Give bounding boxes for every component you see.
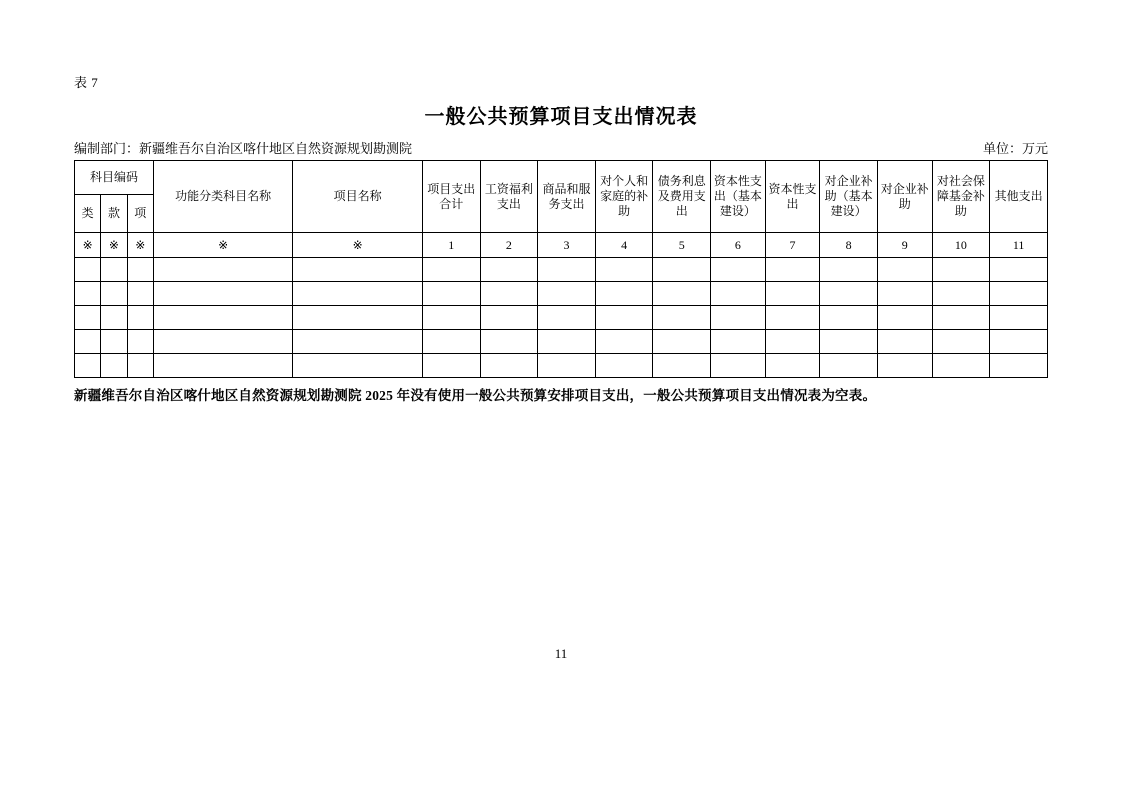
- table-cell: [653, 282, 711, 306]
- header-goods-services: 商品和服务支出: [538, 161, 596, 233]
- cell-num-1: ※: [101, 233, 127, 258]
- header-code-section: 款: [101, 195, 127, 233]
- header-functional-category: 功能分类科目名称: [153, 161, 293, 233]
- cell-num-3: ※: [153, 233, 293, 258]
- table-cell: [820, 330, 878, 354]
- table-cell: [480, 258, 538, 282]
- table-label: 表 7: [74, 75, 99, 90]
- table-cell: [538, 306, 596, 330]
- table-cell: [75, 330, 101, 354]
- table-cell: [101, 306, 127, 330]
- cell-num-13: 9: [877, 233, 932, 258]
- cell-num-11: 7: [765, 233, 820, 258]
- table-cell: [538, 354, 596, 378]
- table-cell: [422, 306, 480, 330]
- table-cell: [653, 306, 711, 330]
- table-cell: [422, 354, 480, 378]
- header-capital-expenditure: 资本性支出: [765, 161, 820, 233]
- table-cell: [293, 330, 422, 354]
- table-cell: [75, 282, 101, 306]
- table-cell: [820, 354, 878, 378]
- table-cell: [711, 258, 766, 282]
- table-cell: [877, 306, 932, 330]
- table-cell: [711, 306, 766, 330]
- table-cell: [127, 258, 153, 282]
- table-cell: [765, 306, 820, 330]
- table-cell: [653, 258, 711, 282]
- cell-num-6: 2: [480, 233, 538, 258]
- table-row: [75, 354, 1048, 378]
- header-capital-basic-construction: 资本性支出（基本建设）: [711, 161, 766, 233]
- table-cell: [480, 306, 538, 330]
- table-cell: [480, 330, 538, 354]
- table-cell: [820, 258, 878, 282]
- table-cell: [101, 258, 127, 282]
- table-cell: [153, 258, 293, 282]
- table-cell: [127, 306, 153, 330]
- table-row: [75, 258, 1048, 282]
- table-cell: [990, 282, 1048, 306]
- table-cell: [101, 282, 127, 306]
- table-cell: [538, 282, 596, 306]
- table-cell: [293, 258, 422, 282]
- header-code-item: 项: [127, 195, 153, 233]
- table-cell: [595, 306, 653, 330]
- table-cell: [75, 354, 101, 378]
- cell-num-4: ※: [293, 233, 422, 258]
- budget-table: [74, 160, 1048, 378]
- table-cell: [653, 330, 711, 354]
- table-cell: [101, 354, 127, 378]
- cell-num-7: 3: [538, 233, 596, 258]
- table-cell: [932, 354, 990, 378]
- table-cell: [293, 306, 422, 330]
- cell-num-10: 6: [711, 233, 766, 258]
- table-cell: [820, 306, 878, 330]
- table-cell: [595, 330, 653, 354]
- table-cell: [932, 330, 990, 354]
- table-cell: [595, 354, 653, 378]
- table-cell: [293, 282, 422, 306]
- table-cell: [765, 282, 820, 306]
- table-cell: [877, 330, 932, 354]
- table-cell: [990, 354, 1048, 378]
- cell-num-8: 4: [595, 233, 653, 258]
- table-row: [75, 330, 1048, 354]
- header-social-security-subsidy: 对社会保障基金补助: [932, 161, 990, 233]
- table-cell: [422, 258, 480, 282]
- header-code-group: 科目编码: [75, 161, 154, 195]
- table-cell: [653, 354, 711, 378]
- table-header-row-top: [75, 161, 1048, 195]
- header-debt-interest: 债务利息及费用支出: [653, 161, 711, 233]
- table-cell: [127, 282, 153, 306]
- header-salary-benefits: 工资福利支出: [480, 161, 538, 233]
- table-cell: [75, 306, 101, 330]
- table-cell: [820, 282, 878, 306]
- table-cell: [127, 330, 153, 354]
- header-code-class: 类: [75, 195, 101, 233]
- table-cell: [877, 258, 932, 282]
- table-cell: [765, 330, 820, 354]
- table-cell: [932, 282, 990, 306]
- table-cell: [538, 330, 596, 354]
- table-cell: [765, 354, 820, 378]
- unit-line: 单位：万元: [982, 141, 1048, 156]
- table-cell: [153, 306, 293, 330]
- header-project-name: 项目名称: [293, 161, 422, 233]
- cell-num-12: 8: [820, 233, 878, 258]
- table-row-numbering: [75, 233, 1048, 258]
- header-enterprise-subsidy-basic: 对企业补助（基本建设）: [820, 161, 878, 233]
- table-cell: [711, 282, 766, 306]
- table-cell: [595, 282, 653, 306]
- table-cell: [595, 258, 653, 282]
- header-individual-family-subsidy: 对个人和家庭的补助: [595, 161, 653, 233]
- table-row: [75, 306, 1048, 330]
- table-cell: [877, 354, 932, 378]
- table-cell: [480, 354, 538, 378]
- table-cell: [990, 330, 1048, 354]
- table-cell: [765, 258, 820, 282]
- table-cell: [932, 258, 990, 282]
- table-cell: [538, 258, 596, 282]
- cell-num-0: ※: [75, 233, 101, 258]
- table-note: 新疆维吾尔自治区喀什地区自然资源规划勘测院 2025 年没有使用一般公共预算安排项目支出，一般公共预算项目支出情况表为空表。: [74, 388, 877, 403]
- table-cell: [127, 354, 153, 378]
- page-number: 11: [554, 646, 568, 661]
- cell-num-15: 11: [990, 233, 1048, 258]
- table-cell: [153, 330, 293, 354]
- table-cell: [711, 354, 766, 378]
- page-title: 一般公共预算项目支出情况表: [424, 106, 698, 128]
- header-enterprise-subsidy: 对企业补助: [877, 161, 932, 233]
- table-cell: [422, 330, 480, 354]
- table-cell: [990, 306, 1048, 330]
- header-other-expenditure: 其他支出: [990, 161, 1048, 233]
- table-cell: [480, 282, 538, 306]
- table-cell: [932, 306, 990, 330]
- cell-num-14: 10: [932, 233, 990, 258]
- cell-num-5: 1: [422, 233, 480, 258]
- table-cell: [75, 258, 101, 282]
- table-cell: [293, 354, 422, 378]
- table-cell: [711, 330, 766, 354]
- table-row: [75, 282, 1048, 306]
- header-project-total: 项目支出合计: [422, 161, 480, 233]
- table-cell: [990, 258, 1048, 282]
- table-cell: [422, 282, 480, 306]
- cell-num-9: 5: [653, 233, 711, 258]
- meta-row: [74, 138, 1048, 157]
- table-cell: [101, 330, 127, 354]
- cell-num-2: ※: [127, 233, 153, 258]
- table-cell: [877, 282, 932, 306]
- table-cell: [153, 282, 293, 306]
- table-cell: [153, 354, 293, 378]
- department-line: 编制部门：新疆维吾尔自治区喀什地区自然资源规划勘测院: [74, 141, 413, 156]
